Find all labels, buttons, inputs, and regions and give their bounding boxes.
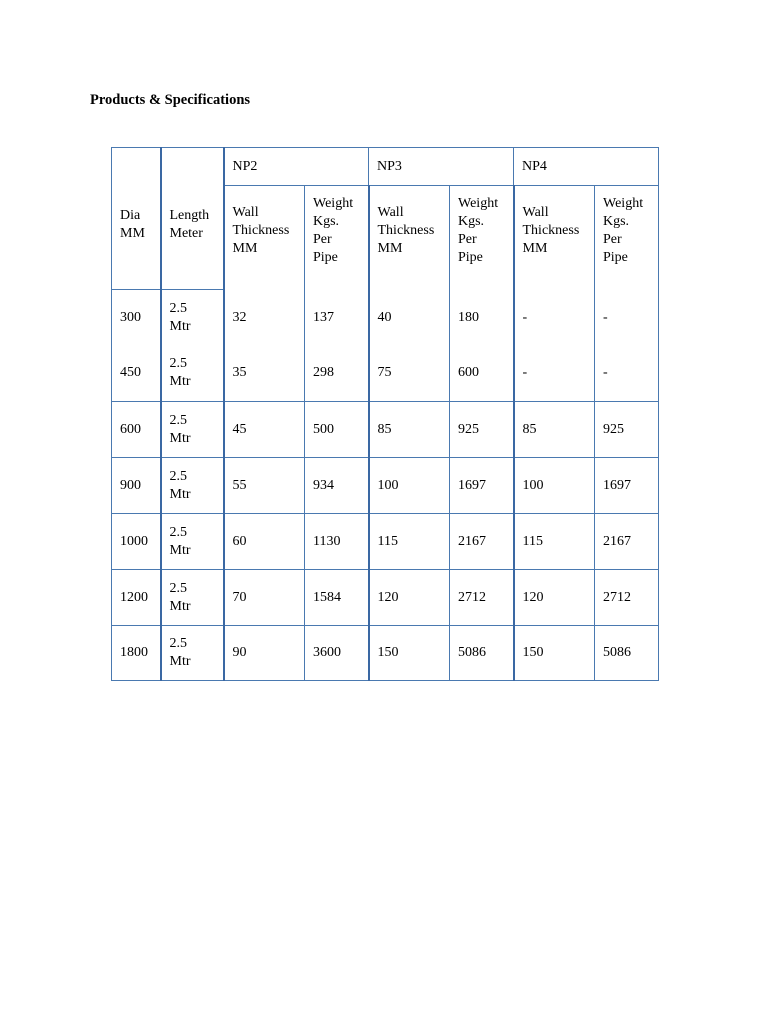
np3-weight-cell: 180 <box>450 290 514 346</box>
length-value: 2.5 <box>169 636 187 651</box>
wall-header-line: Wall <box>232 205 259 220</box>
table-row <box>112 346 659 402</box>
np2-wall-cell: 70 <box>224 570 305 626</box>
length-cell <box>161 290 224 346</box>
length-value: 2.5 <box>169 412 187 428</box>
group-header-np2: NP2 <box>224 148 369 186</box>
table-row <box>112 458 659 514</box>
dia-header-cell <box>112 148 161 290</box>
wall-header-line: Thickness <box>232 223 290 238</box>
np4-weight-header <box>595 186 659 290</box>
np3-weight-cell: 2712 <box>450 570 514 626</box>
length-value: 2.5 <box>169 524 187 540</box>
group-header-np3: NP3 <box>369 148 514 186</box>
dia-cell: 1000 <box>112 514 161 570</box>
weight-header-line: Kgs. <box>458 214 485 229</box>
np4-weight-cell: 2167 <box>595 514 659 570</box>
np2-wall-cell: 45 <box>224 402 305 458</box>
np4-wall-header <box>514 186 595 290</box>
length-value: 2.5 <box>169 300 187 316</box>
specifications-table <box>111 147 659 681</box>
wall-header-line: Thickness <box>522 223 580 238</box>
length-unit: Mtr <box>169 318 191 334</box>
weight-header-line: Weight <box>458 196 499 211</box>
table-row <box>112 514 659 570</box>
length-unit: Mtr <box>169 430 191 446</box>
length-unit: Mtr <box>169 542 191 558</box>
length-cell <box>161 402 224 458</box>
length-value: 2.5 <box>169 580 187 596</box>
np3-wall-cell: 115 <box>369 514 450 570</box>
length-header-unit: Meter <box>169 225 203 241</box>
wall-header-line: MM <box>232 241 258 256</box>
np2-weight-cell: 1584 <box>305 570 369 626</box>
np3-weight-cell: 5086 <box>450 626 514 681</box>
np3-wall-cell: 100 <box>369 458 450 514</box>
np3-wall-cell: 85 <box>369 402 450 458</box>
np3-weight-cell: 2167 <box>450 514 514 570</box>
weight-header-line: Kgs. <box>313 214 340 229</box>
length-cell <box>161 346 224 402</box>
np4-weight-cell: 925 <box>595 402 659 458</box>
np4-weight-cell: - <box>595 290 659 346</box>
np3-weight-cell: 600 <box>450 346 514 402</box>
length-header-label: Length <box>169 207 210 223</box>
np4-wall-cell: 115 <box>514 514 595 570</box>
dia-cell: 300 <box>112 290 161 346</box>
dia-cell: 600 <box>112 402 161 458</box>
length-unit: Mtr <box>169 374 191 390</box>
length-value: 2.5 <box>169 468 187 484</box>
table-row <box>112 402 659 458</box>
np4-wall-cell: 85 <box>514 402 595 458</box>
weight-header-line: Pipe <box>458 250 483 265</box>
wall-header-line: Wall <box>522 205 549 220</box>
np3-wall-cell: 75 <box>369 346 450 402</box>
np3-weight-cell: 925 <box>450 402 514 458</box>
group-header-row <box>112 148 659 186</box>
weight-header-line: Per <box>458 232 477 247</box>
np4-weight-cell: - <box>595 346 659 402</box>
length-unit: Mtr <box>169 598 191 614</box>
length-cell <box>161 626 224 681</box>
dia-cell: 1200 <box>112 570 161 626</box>
np3-wall-cell: 150 <box>369 626 450 681</box>
np2-weight-cell: 934 <box>305 458 369 514</box>
dia-header-label: Dia <box>120 207 141 223</box>
table-row <box>112 626 659 681</box>
np2-wall-cell: 55 <box>224 458 305 514</box>
table-row <box>112 570 659 626</box>
np4-wall-cell: 120 <box>514 570 595 626</box>
np3-wall-cell: 40 <box>369 290 450 346</box>
dia-cell: 450 <box>112 346 161 402</box>
np4-weight-cell: 2712 <box>595 570 659 626</box>
wall-header-line: MM <box>377 241 403 256</box>
np2-weight-cell: 1130 <box>305 514 369 570</box>
weight-header-line: Pipe <box>313 250 338 265</box>
np2-wall-cell: 35 <box>224 346 305 402</box>
length-header-cell <box>161 148 224 290</box>
np4-wall-cell: - <box>514 346 595 402</box>
np2-wall-cell: 90 <box>224 626 305 681</box>
table-row <box>112 290 659 346</box>
np3-wall-header <box>369 186 450 290</box>
weight-header-line: Pipe <box>603 250 628 265</box>
np4-wall-cell: 100 <box>514 458 595 514</box>
np2-weight-cell: 500 <box>305 402 369 458</box>
length-unit: Mtr <box>169 654 191 669</box>
np2-weight-cell: 137 <box>305 290 369 346</box>
np2-weight-cell: 298 <box>305 346 369 402</box>
wall-header-line: MM <box>522 241 548 256</box>
dia-cell: 900 <box>112 458 161 514</box>
length-cell <box>161 514 224 570</box>
np3-weight-cell: 1697 <box>450 458 514 514</box>
wall-header-line: Thickness <box>377 223 435 238</box>
np2-weight-cell: 3600 <box>305 626 369 681</box>
np2-wall-cell: 60 <box>224 514 305 570</box>
np2-weight-header <box>305 186 369 290</box>
page-title: Products & Specifications <box>90 92 251 108</box>
np2-wall-header <box>224 186 305 290</box>
group-header-np4: NP4 <box>514 148 659 186</box>
np2-wall-cell: 32 <box>224 290 305 346</box>
dia-header-unit: MM <box>120 225 145 241</box>
length-cell <box>161 458 224 514</box>
weight-header-line: Weight <box>313 196 354 211</box>
np4-wall-cell: 150 <box>514 626 595 681</box>
weight-header-line: Kgs. <box>603 214 630 229</box>
weight-header-line: Per <box>603 232 622 247</box>
np3-weight-header <box>450 186 514 290</box>
np4-weight-cell: 5086 <box>595 626 659 681</box>
length-unit: Mtr <box>169 486 191 502</box>
np4-wall-cell: - <box>514 290 595 346</box>
length-value: 2.5 <box>169 356 187 372</box>
dia-cell: 1800 <box>112 626 161 681</box>
wall-header-line: Wall <box>377 205 404 220</box>
np3-wall-cell: 120 <box>369 570 450 626</box>
weight-header-line: Per <box>313 232 332 247</box>
weight-header-line: Weight <box>603 196 644 211</box>
length-cell <box>161 570 224 626</box>
np4-weight-cell: 1697 <box>595 458 659 514</box>
